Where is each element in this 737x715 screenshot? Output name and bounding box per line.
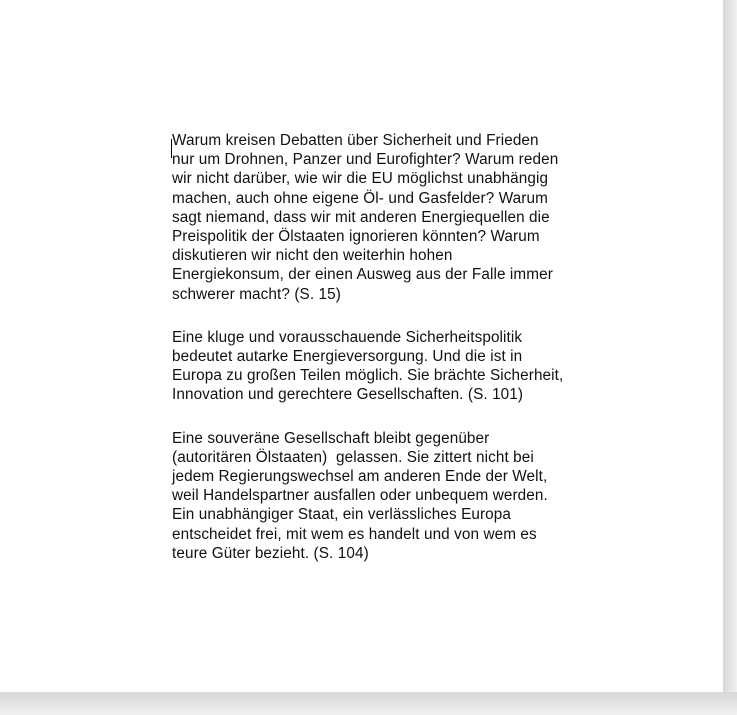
paragraph-2: Eine kluge und vorausschauende Sicherheitspolitik bedeutet autarke Energieversorgung. Und die ist in Europa zu großen Teilen möglich. Sie brächte Sicherheit, Innovation und gerechtere Gesellschaften. (S. 101) [172, 328, 568, 404]
document-text-body[interactable] [172, 131, 568, 563]
paragraph-3: Eine souveräne Gesellschaft bleibt gegenüber (autoritären Ölstaaten) gelassen. Sie zittert nicht bei jedem Regierungswechsel am anderen Ende der Welt, weil Handelspartner ausfallen oder unbequem werden. Ein unabhängiger Staat, ein verlässliches Europa entscheidet frei, mit wem es handelt und von wem es teure Güter bezieht. (S. 104) [172, 429, 553, 562]
page-edge-shadow-bottom [0, 692, 737, 715]
page-edge-shadow-right [723, 0, 737, 692]
paragraph-1: Warum kreisen Debatten über Sicherheit und Frieden nur um Drohnen, Panzer und Eurofighter? Warum reden wir nicht darüber, wie wir die EU möglichst unabhängig machen, auch ohne eigene Öl- und Gasfelder? Warum sagt niemand, dass wir mit anderen Energiequellen die Preispolitik der Ölstaaten ignorieren könnten? Warum diskutieren wir nicht den weiterhin hohen Energiekonsum, der einen Ausweg aus der Falle immer schwerer macht? (S. 15) [172, 132, 563, 303]
